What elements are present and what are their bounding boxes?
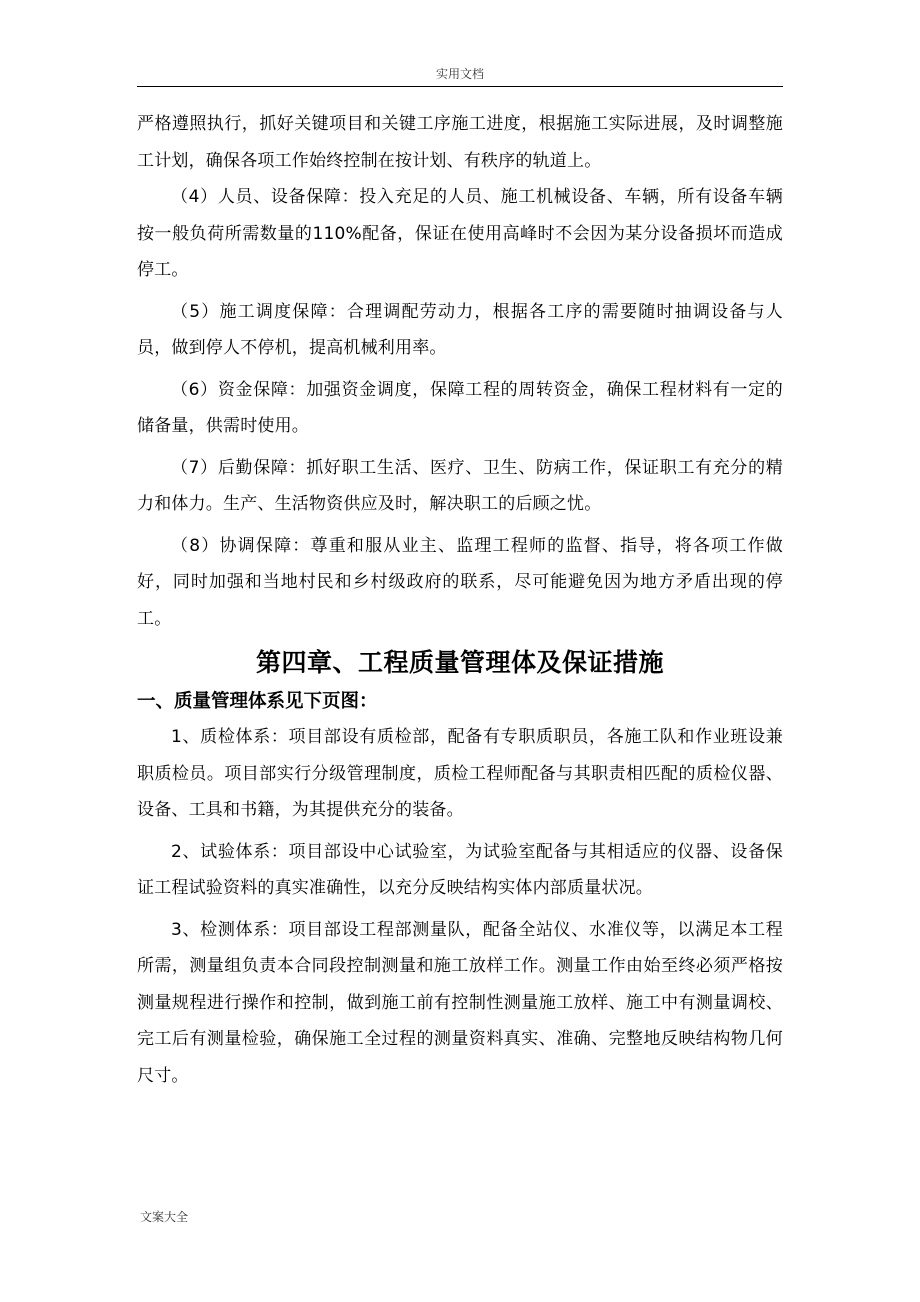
document-body [137, 106, 783, 1094]
paragraph-scheduling: （5）施工调度保障：合理调配劳动力，根据各工序的需要随时抽调设备与人员，做到停人不停机，提高机械利用率。 [137, 301, 783, 358]
paragraph-quality-inspection: 1、质检体系：项目部设有质检部，配备有专职质职员，各施工队和作业班设兼职质检员。项目部实行分级管理制度，质检工程师配备与其职责相匹配的质检仪器、设备、工具和书籍，为其提供充分的装备。 [137, 727, 783, 820]
paragraph-continuation: 严格遵照执行，抓好关键项目和关键工序施工进度，根据施工实际进展，及时调整施工计划，确保各项工作始终控制在按计划、有秩序的轨道上。 [137, 114, 783, 171]
paragraph-funding: （6）资金保障：加强资金调度，保障工程的周转资金，确保工程材料有一定的储备量，供需时使用。 [137, 379, 783, 436]
paragraph-testing: 2、试验体系：项目部设中心试验室，为试验室配备与其相适应的仪器、设备保证工程试验资料的真实准确性，以充分反映结构实体内部质量状况。 [137, 841, 783, 898]
paragraph-surveying: 3、检测体系：项目部设工程部测量队，配备全站仪、水准仪等，以满足本工程所需，测量组负责本合同段控制测量和施工放样工作。测量工作由始至终必须严格按测量规程进行操作和控制，做到施工前有控制性测量施工放样、施工中有测量调校、完工后有测量检验，确保施工全过程的测量资料真实、准确、完整地反映结构物几何尺寸。 [137, 919, 783, 1086]
page-header: 实用文档 [137, 64, 783, 87]
paragraph-logistics: （7）后勤保障：抓好职工生活、医疗、卫生、防病工作，保证职工有充分的精力和体力。生产、生活物资供应及时，解决职工的后顾之忧。 [137, 457, 783, 514]
section-title: 一、质量管理体系见下页图： [137, 691, 378, 712]
chapter-title: 第四章、工程质量管理体及保证措施 [255, 648, 664, 677]
page-footer: 文案大全 [140, 1210, 189, 1224]
paragraph-coordination: （8）协调保障：尊重和服从业主、监理工程师的监督、指导，将各项工作做好，同时加强和当地村民和乡村级政府的联系，尽可能避免因为地方矛盾出现的停工。 [137, 535, 783, 629]
paragraph-personnel-equipment: （4）人员、设备保障：投入充足的人员、施工机械设备、车辆，所有设备车辆按一般负荷所需数量的110%配备，保证在使用高峰时不会因为某分设备损坏而造成停工。 [137, 187, 783, 280]
